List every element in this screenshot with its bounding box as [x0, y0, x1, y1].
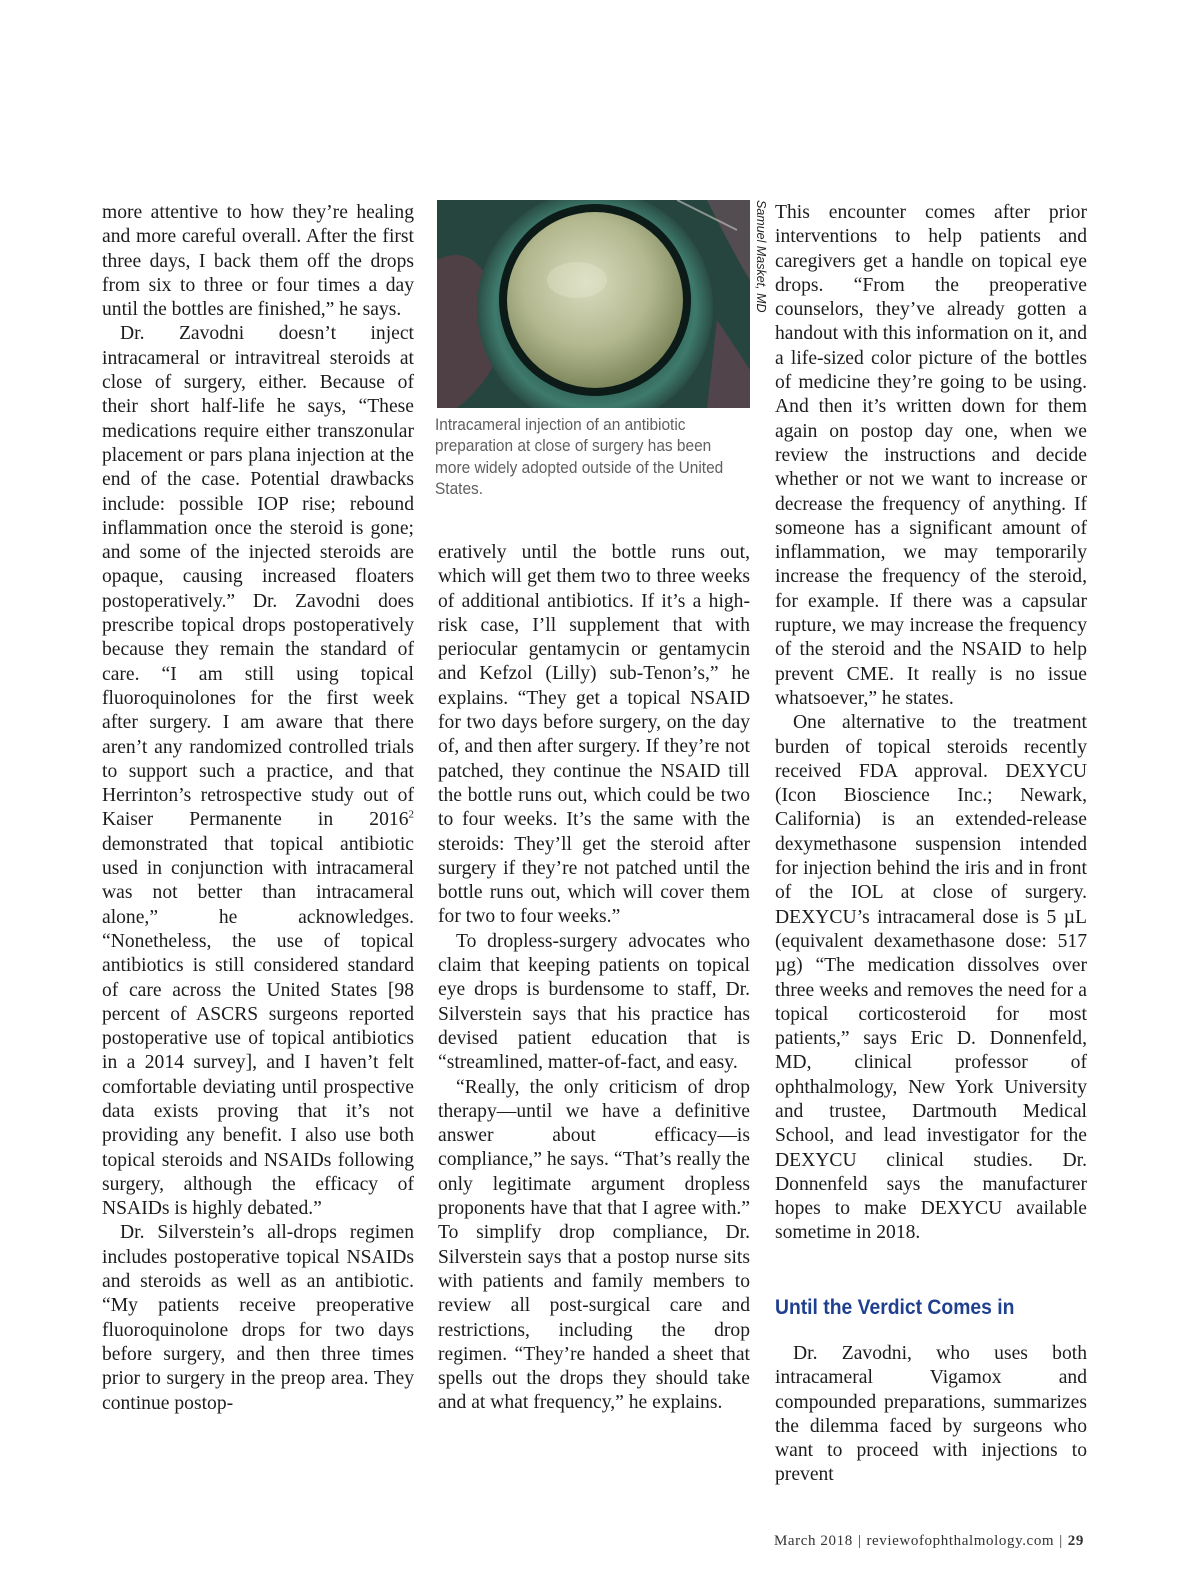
footnote-ref: 2 [408, 808, 414, 821]
paragraph: “Really, the only criticism of drop therapy—until we have a definitive answer about efficacy—is compliance,” he says. “That’s really the only legitimate argument dropless proponents have that that I agree with.” To simplify drop compliance, Dr. Silverstein says that a postop nurse sits with patients and family members to review all post-surgical care and restrictions, including the drop regimen. “They’re handed a sheet that spells out the drops they should take and at what frequency,” he explains. [438, 1076, 750, 1414]
eye-illustration [437, 200, 750, 408]
paragraph: Dr. Zavodni, who uses both intracameral Vigamox and compounded preparations, summarizes the dilemma faced by surgeons who want to proceed with injections to prevent [775, 1343, 1087, 1486]
paragraph: Dr. Silverstein’s all-drops regimen includes postoperative topical NSAIDs and steroids as well as an antibiotic. “My patients receive preoperative fluoroquinolone drops for two days before surgery, and then three times prior to surgery in the preop area. They continue postop- [102, 1222, 414, 1414]
article-column-1 [102, 201, 414, 1416]
page-footer [774, 1533, 1084, 1550]
paragraph: eratively until the bottle runs out, which will get them two to three weeks of additional antibiotics. If it’s a high-risk case, I’ll supplement that with periocular gentamycin or gentamycin and Kefzol (Lilly) sub-Tenon’s,” he explains. “They get a topical NSAID for two days before surgery, on the day of, and then after surgery. If they’re not patched, they continue the NSAID till the bottle runs out, which could be two to four weeks. It’s the same with the steroids: They’ll get the steroid after surgery if they’re not patched until the bottle runs out, which will cover them for two to four weeks.” [438, 542, 750, 928]
paragraph: One alternative to the treatment burden of topical steroids recently received FDA approval. DEXYCU (Icon Bioscience Inc.; Newark, California) is an extended-release dexymethasone suspension intended for injection behind the iris and in front of the IOL at close of surgery. DEXYCU’s intracameral dose is 5 µL (equivalent dexamethasone dose: 517 µg) “The medication dissolves over three weeks and removes the need for a topical corticosteroid for most patients,” says Eric D. Donnenfeld, MD, clinical professor of ophthalmology, New York University and trustee, Dartmouth Medical School, and lead investigator for the DEXYCU clinical studies. Dr. Donnenfeld says the manufacturer hopes to make DEXYCU available sometime in 2018. [775, 712, 1087, 1244]
figure-caption: Intracameral injection of an antibiotic preparation at close of surgery has been more widely adopted outside of the United States. [435, 415, 724, 498]
website: reviewofophthalmology.com [866, 1533, 1055, 1549]
issue-date: March 2018 [773, 1533, 853, 1549]
footer-separator: | [857, 1533, 862, 1549]
paragraph: This encounter comes after prior interventions to help patients and caregivers get a handle on topical eye drops. “From the preoperative counselors, they’ve already gotten a handout with this information on it, and a life-sized color picture of the bottles of medicine they’re going to be using. And then it’s written down for them again on postop day one, when we review the instructions and decide whether or not we want to increase or decrease the frequency of anything. If someone has a significant amount of inflammation, we may temporarily increase the frequency of the steroid, for example. If there was a capsular rupture, we may increase the frequency of the steroid and the NSAID to help prevent CME. It really is no issue whatsoever,” he states. [775, 202, 1087, 709]
section-heading: Until the Verdict Comes in [775, 1296, 1015, 1319]
paragraph: To dropless-surgery advocates who claim that keeping patients on topical eye drops is burdensome to staff, Dr. Silverstein says that his practice has devised patient education that is “streamlined, matter-of-fact, and easy. [438, 930, 750, 1074]
footer-separator: | [1059, 1533, 1063, 1549]
paragraph: Dr. Zavodni doesn’t inject intracameral or intravitreal steroids at close of surgery, either. Because of their short half-life he says, “These medications require either transzonular placement or pars plana injection at the end of the case. Potential drawbacks include: possible IOP rise; rebound inflammation once the steroid is gone; and some of the injected steroids are opaque, causing increased floaters postoperatively.” Dr. Zavodni does prescribe topical drops postoperatively because they remain the standard of care. “I am still using topical fluoroquinolones for the first week after surgery. I am aware that there aren’t any randomized controlled trials to support such a practice, and that Herrinton’s retrospective study out of Kaiser Permanente in 2016$^2$ demonstrated that topical antibiotic used in conjunction with intracameral was not better than intracameral alone,” he acknowledges. “Nonetheless, the use of topical antibiotics is still considered standard of care across the United States [98 percent of ASCRS surgeons reported postoperative use of topical antibiotics in a 2014 survey], and I haven’t felt comfortable deviating until prospective data exists proving that it’s not providing any benefit. I also use both topical steroids and NSAIDs following surgery, although the efficacy of NSAIDs is highly debated.” [102, 323, 414, 1220]
photo-credit: Samuel Masket, MD [754, 200, 768, 313]
eye-surgery-photo [437, 200, 750, 408]
paragraph: more attentive to how they’re healing and more careful overall. After the first three days, I back them off the drops from six to three or four times a day until the bottles are finished,” he says. [102, 202, 414, 321]
article-column-2 [438, 541, 750, 1416]
article-column-3-continued [775, 1342, 1087, 1488]
page-number: 29 [1067, 1533, 1084, 1549]
article-column-3 [775, 201, 1087, 1246]
